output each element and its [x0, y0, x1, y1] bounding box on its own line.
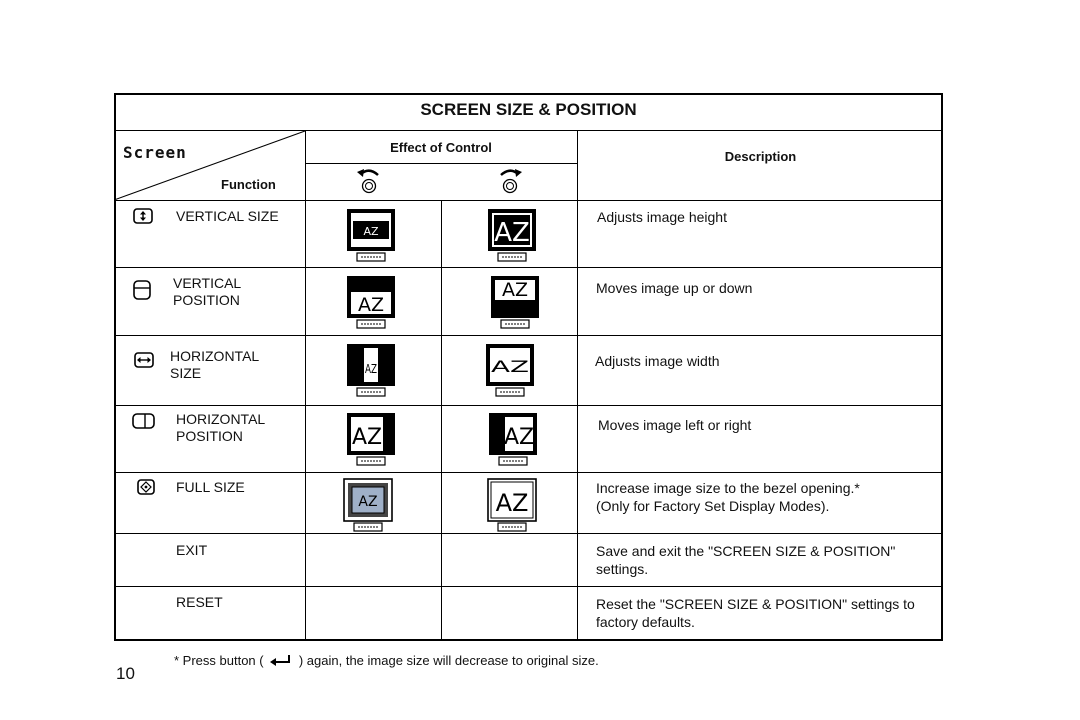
function-label: EXIT	[176, 542, 208, 558]
monitor-glyph: AZ	[494, 218, 530, 248]
divider	[305, 130, 306, 641]
description-text: factory defaults.	[596, 614, 695, 630]
monitor-glyph: AZ	[351, 425, 383, 450]
description-text: Reset the "SCREEN SIZE & POSITION" settings to	[596, 596, 915, 612]
monitor-glyph: AZ	[363, 225, 379, 238]
divider	[114, 533, 943, 534]
page-number: 10	[116, 664, 135, 683]
header-screen: Screen	[123, 143, 187, 162]
rotate-counterclockwise-icon	[354, 165, 384, 197]
horizontal-size-icon	[133, 351, 155, 369]
description-text: Save and exit the "SCREEN SIZE & POSITION"	[596, 543, 896, 559]
function-label: VERTICAL SIZE	[176, 208, 279, 224]
description-text: settings.	[596, 561, 649, 577]
function-label: HORIZONTAL	[170, 348, 260, 364]
divider	[114, 267, 943, 268]
function-label: POSITION	[176, 428, 243, 444]
monitor-glyph: AZ	[365, 362, 377, 376]
monitor-icon	[345, 411, 397, 467]
footnote	[174, 653, 599, 668]
description-text: Moves image left or right	[598, 417, 752, 433]
monitor-glyph: AZ	[357, 294, 385, 316]
function-label: POSITION	[173, 292, 240, 308]
function-label: RESET	[176, 594, 223, 610]
monitor-glyph: AZ	[503, 425, 535, 450]
monitor-icon	[484, 342, 536, 398]
footnote-text: * Press button (	[174, 653, 264, 668]
monitor-icon	[487, 411, 539, 467]
description-text: Increase image size to the bezel opening.*	[596, 480, 860, 496]
monitor-glyph: AZ	[501, 279, 529, 301]
monitor-glyph: AZ	[495, 489, 529, 517]
monitor-icon	[345, 274, 397, 330]
vertical-position-icon	[131, 279, 153, 301]
vertical-size-icon	[132, 207, 154, 225]
monitor-glyph: AZ	[358, 494, 378, 510]
rotate-clockwise-icon	[495, 165, 525, 197]
header-function: Function	[221, 177, 276, 192]
divider	[114, 405, 943, 406]
header-diagonal	[114, 130, 306, 201]
header-effect-of-control: Effect of Control	[390, 140, 492, 155]
monitor-icon	[342, 477, 394, 533]
description-text: (Only for Factory Set Display Modes).	[596, 498, 830, 514]
enter-key-icon	[267, 653, 295, 667]
monitor-icon	[486, 477, 538, 533]
monitor-icon	[345, 207, 397, 263]
description-text: Adjusts image height	[597, 209, 727, 225]
description-text: Adjusts image width	[595, 353, 720, 369]
divider	[441, 200, 442, 641]
divider	[114, 472, 943, 473]
function-label: HORIZONTAL	[176, 411, 266, 427]
divider	[577, 130, 578, 641]
divider	[114, 586, 943, 587]
footnote-text: ) again, the image size will decrease to original size.	[298, 653, 599, 668]
divider	[114, 335, 943, 336]
function-label: FULL SIZE	[176, 479, 245, 495]
page-title: SCREEN SIZE & POSITION	[420, 100, 637, 119]
horizontal-position-icon	[131, 412, 157, 430]
monitor-icon	[486, 207, 538, 263]
header-description: Description	[724, 149, 797, 164]
divider	[305, 163, 577, 164]
description-text: Moves image up or down	[596, 280, 753, 296]
monitor-icon	[489, 274, 541, 330]
monitor-icon	[345, 342, 397, 398]
monitor-glyph: AZ	[491, 357, 530, 376]
full-size-icon	[136, 478, 156, 496]
function-label: VERTICAL	[173, 275, 242, 291]
function-label: SIZE	[170, 365, 202, 381]
